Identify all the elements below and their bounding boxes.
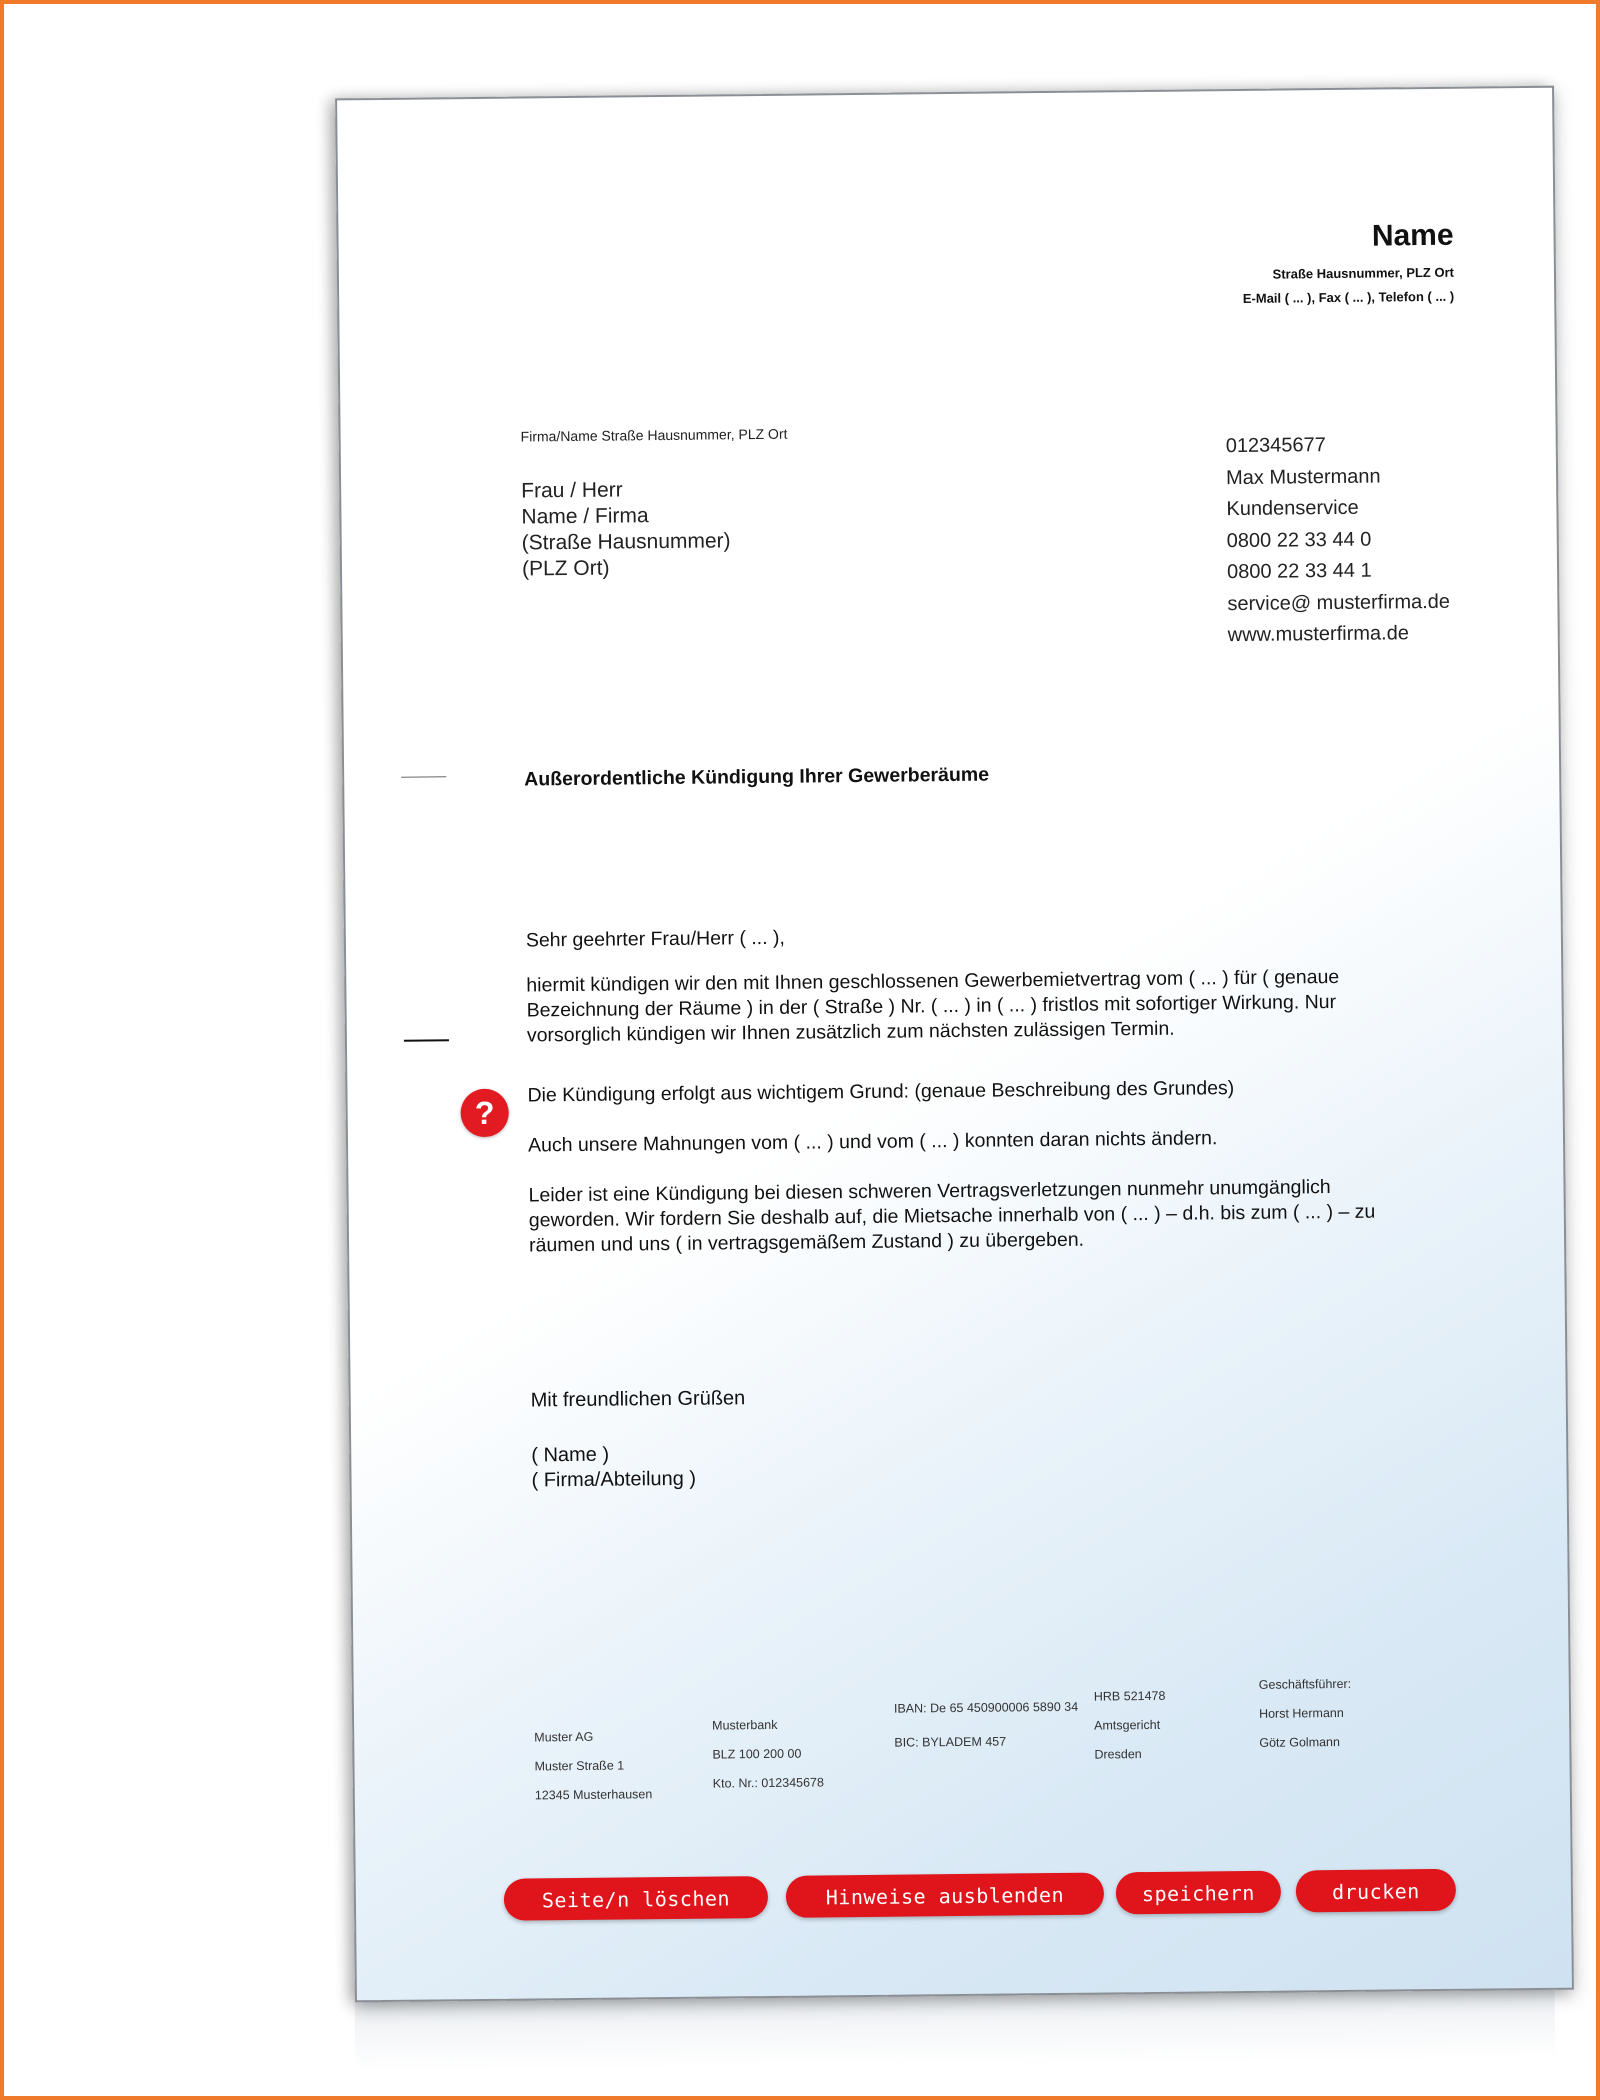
footer-line: BIC: BYLADEM 457 — [894, 1734, 1007, 1750]
return-address-line: Firma/Name Straße Hausnummer, PLZ Ort — [520, 425, 788, 445]
recipient-line: (PLZ Ort) — [521, 556, 610, 581]
footer-line: Kto. Nr.: 012345678 — [712, 1775, 825, 1791]
signature-name: ( Name ) — [531, 1443, 610, 1467]
signature-department: ( Firma/Abteilung ) — [531, 1467, 697, 1492]
contact-department: Kundenservice — [1226, 496, 1359, 521]
help-icon[interactable]: ? — [460, 1089, 509, 1138]
body-paragraph: hiermit kündigen wir den mit Ihnen geschlossenen Gewerbemietvertrag vom ( ... ) für ( genaue Bezeichnung der Räume ) in der ( Straße ) Nr. ( ... ) in ( ... ) fristlos mit sofortiger Wirkung. Nur vorsorglich kündigen wir Ihnen zusätzlich zum nächsten zulässigen Termin. — [526, 965, 1340, 1047]
footer-line: Geschäftsführer: — [1258, 1676, 1352, 1692]
body-paragraph: Leider ist eine Kündigung bei diesen schweren Vertragsverletzungen nunmehr unumgänglich geworden. Wir fordern Sie deshalb auf, die Mietsache innerhalb von ( ... ) – d.h. bis zum ( ... ) – zu räumen und uns ( in vertragsgemäßem Zustand ) zu übergeben. — [528, 1176, 1376, 1257]
footer-line: Dresden — [1094, 1747, 1142, 1762]
contact-website: www.musterfirma.de — [1227, 622, 1409, 647]
recipient-line: Name / Firma — [521, 504, 649, 529]
letter-subject: Außerordentliche Kündigung Ihrer Gewerberäume — [524, 763, 990, 791]
salutation: Sehr geehrter Frau/Herr ( ... ), — [525, 926, 785, 952]
contact-phone: 0800 22 33 44 0 — [1226, 528, 1372, 552]
footer-line: Amtsgericht — [1094, 1717, 1161, 1733]
footer-line: BLZ 100 200 00 — [712, 1746, 802, 1762]
footer-line: Horst Hermann — [1258, 1705, 1344, 1721]
recipient-line: Frau / Herr — [521, 478, 623, 503]
footer-line: IBAN: De 65 450900006 5890 34 — [893, 1699, 1079, 1716]
sender-name: Name — [1371, 218, 1454, 253]
footer-line: Muster AG — [534, 1729, 594, 1745]
footer-line: Muster Straße 1 — [534, 1758, 625, 1774]
body-paragraph: Auch unsere Mahnungen vom ( ... ) und vom ( ... ) konnten daran nichts ändern. — [527, 1127, 1218, 1157]
footer-line: Götz Golmann — [1259, 1735, 1340, 1750]
sender-address: Straße Hausnummer, PLZ Ort — [1272, 264, 1455, 282]
contact-fax: 0800 22 33 44 1 — [1226, 559, 1372, 584]
save-button[interactable]: speichern — [1116, 1871, 1281, 1915]
contact-email: service@ musterfirma.de — [1227, 590, 1451, 615]
print-button[interactable]: drucken — [1296, 1869, 1456, 1913]
sender-contact: E-Mail ( ... ), Fax ( ... ), Telefon ( ... ) — [1242, 288, 1455, 306]
reference-number: 012345677 — [1225, 434, 1326, 458]
recipient-line: (Straße Hausnummer) — [521, 529, 731, 555]
contact-person: Max Mustermann — [1225, 465, 1381, 489]
footer-line: Musterbank — [712, 1717, 778, 1733]
body-paragraph: Die Kündigung erfolgt aus wichtigem Grund: (genaue Beschreibung des Grundes) — [527, 1077, 1235, 1107]
footer-line: 12345 Musterhausen — [534, 1787, 653, 1803]
delete-pages-button[interactable]: Seite/n löschen — [504, 1876, 768, 1921]
closing-greeting: Mit freundlichen Grüßen — [530, 1387, 746, 1412]
hide-hints-button[interactable]: Hinweise ausblenden — [786, 1872, 1104, 1917]
footer-line: HRB 521478 — [1093, 1688, 1166, 1704]
